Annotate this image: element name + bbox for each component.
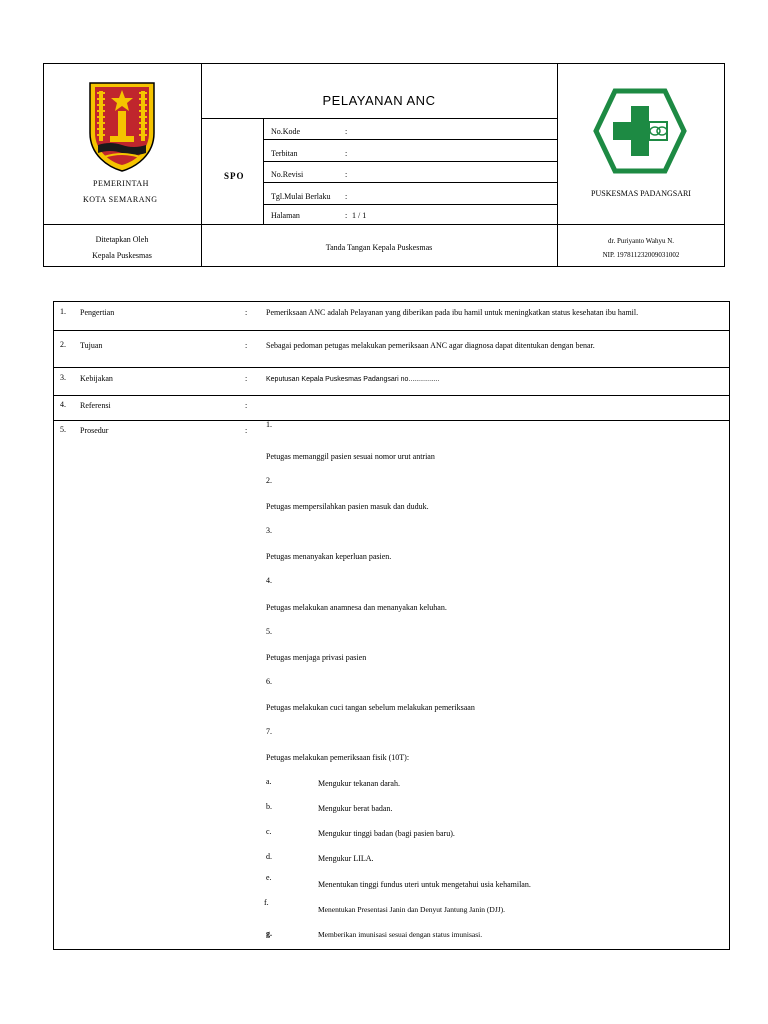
- substep-text: Mengukur tinggi badan (bagi pasien baru).: [318, 829, 455, 838]
- step-number: 6.: [266, 677, 272, 686]
- step-number: 7.: [266, 727, 272, 736]
- substep-letter: a.: [266, 777, 272, 786]
- divider: [53, 420, 730, 421]
- substep-letter: d.: [266, 852, 272, 861]
- org-left-line2: KOTA SEMARANG: [83, 195, 158, 204]
- divider: [263, 161, 557, 162]
- kota-semarang-emblem: [88, 81, 156, 173]
- step-text: Petugas memanggil pasien sesuai nomor urut antrian: [266, 452, 435, 461]
- row-sep: :: [245, 426, 248, 435]
- org-right: PUSKESMAS PADANGSARI: [591, 189, 691, 198]
- row-number: 3.: [60, 373, 66, 382]
- step-text: Petugas melakukan anamnesa dan menanyakan keluhan.: [266, 603, 447, 612]
- substep-text: Menentukan Presentasi Janin dan Denyut Jantung Janin (DJJ).: [318, 905, 506, 914]
- step-text: Petugas melakukan pemeriksaan fisik (10T):: [266, 753, 410, 762]
- puskesmas-logo: [593, 88, 687, 174]
- ditetapkan-line1: Ditetapkan Oleh: [95, 235, 149, 244]
- row-label-referensi: Referensi: [80, 401, 111, 410]
- step-number: 3.: [266, 526, 272, 535]
- row-label-tujuan: Tujuan: [80, 341, 103, 350]
- divider: [43, 224, 725, 225]
- substep-text: Mengukur tekanan darah.: [318, 779, 400, 788]
- divider: [201, 118, 557, 119]
- divider: [53, 395, 730, 396]
- substep-letter: b.: [266, 802, 272, 811]
- substep-text: Menentukan tinggi fundus uteri untuk mengetahui usia kehamilan.: [318, 880, 531, 889]
- divider: [53, 330, 730, 331]
- divider: [263, 118, 264, 224]
- signer-name: dr. Puriyanto Wahyu N.: [608, 237, 674, 245]
- step-number: 5.: [266, 627, 272, 636]
- field-label-tgl-mulai: Tgl.Mulai Berlaku: [271, 192, 331, 201]
- signature-caption: Tanda Tangan Kepala Puskesmas: [325, 243, 433, 252]
- field-label-terbitan: Terbitan: [271, 149, 298, 158]
- substep-letter: c.: [266, 827, 272, 836]
- row-label-pengertian: Pengertian: [80, 308, 115, 317]
- row-sep: :: [245, 308, 248, 317]
- signer-nip: NIP. 197811232009031002: [602, 251, 680, 259]
- body-table: [53, 301, 730, 950]
- step-text: Petugas mempersilahkan pasien masuk dan duduk.: [266, 502, 429, 511]
- divider: [263, 204, 557, 205]
- page-title: PELAYANAN ANC: [322, 93, 436, 108]
- org-left-line1: PEMERINTAH: [93, 179, 149, 188]
- field-sep: :: [345, 211, 348, 220]
- step-number: 1.: [266, 420, 272, 429]
- step-text: Petugas melakukan cuci tangan sebelum melakukan pemeriksaan: [266, 703, 475, 712]
- spo-label: SPO: [224, 171, 245, 181]
- substep-text: Memberikan imunisasi sesuai dengan status imunisasi.: [318, 930, 483, 939]
- substep-letter: f.: [264, 898, 269, 907]
- divider: [263, 182, 557, 183]
- row-label-kebijakan: Kebijakan: [80, 374, 113, 383]
- row-number: 2.: [60, 340, 66, 349]
- field-sep: :: [345, 192, 348, 201]
- row-sep: :: [245, 341, 248, 350]
- substep-text: Mengukur LILA.: [318, 854, 374, 863]
- substep-text: Mengukur berat badan.: [318, 804, 393, 813]
- divider: [263, 139, 557, 140]
- step-text: Petugas menanyakan keperluan pasien.: [266, 552, 392, 561]
- field-sep: :: [345, 170, 348, 179]
- row-sep: :: [245, 401, 248, 410]
- row-number: 1.: [60, 307, 66, 316]
- field-label-no-revisi: No.Revisi: [271, 170, 304, 179]
- row-text-pengertian: Pemeriksaan ANC adalah Pelayanan yang diberikan pada ibu hamil untuk meningkatkan status kesehatan ibu hamil.: [266, 308, 639, 317]
- row-text-tujuan: Sebagai pedoman petugas melakukan pemeriksaan ANC agar diagnosa dapat ditentukan dengan benar.: [266, 341, 595, 350]
- ditetapkan-line2: Kepala Puskesmas: [92, 251, 152, 260]
- row-number: 5.: [60, 425, 66, 434]
- step-text: Petugas menjaga privasi pasien: [266, 653, 367, 662]
- step-number: 2.: [266, 476, 272, 485]
- substep-letter: g.: [266, 929, 272, 938]
- step-number: 4.: [266, 576, 272, 585]
- field-sep: :: [345, 149, 348, 158]
- row-sep: :: [245, 374, 248, 383]
- row-label-prosedur: Prosedur: [80, 426, 109, 435]
- row-text-kebijakan: Keputusan Kepala Puskesmas Padangsari no................: [266, 376, 440, 383]
- field-label-halaman: Halaman: [271, 211, 300, 220]
- divider: [53, 367, 730, 368]
- row-number: 4.: [60, 400, 66, 409]
- field-value-halaman: 1 / 1: [352, 211, 367, 220]
- field-sep: :: [345, 127, 348, 136]
- field-label-no-kode: No.Kode: [271, 127, 301, 136]
- substep-letter: e.: [266, 873, 272, 882]
